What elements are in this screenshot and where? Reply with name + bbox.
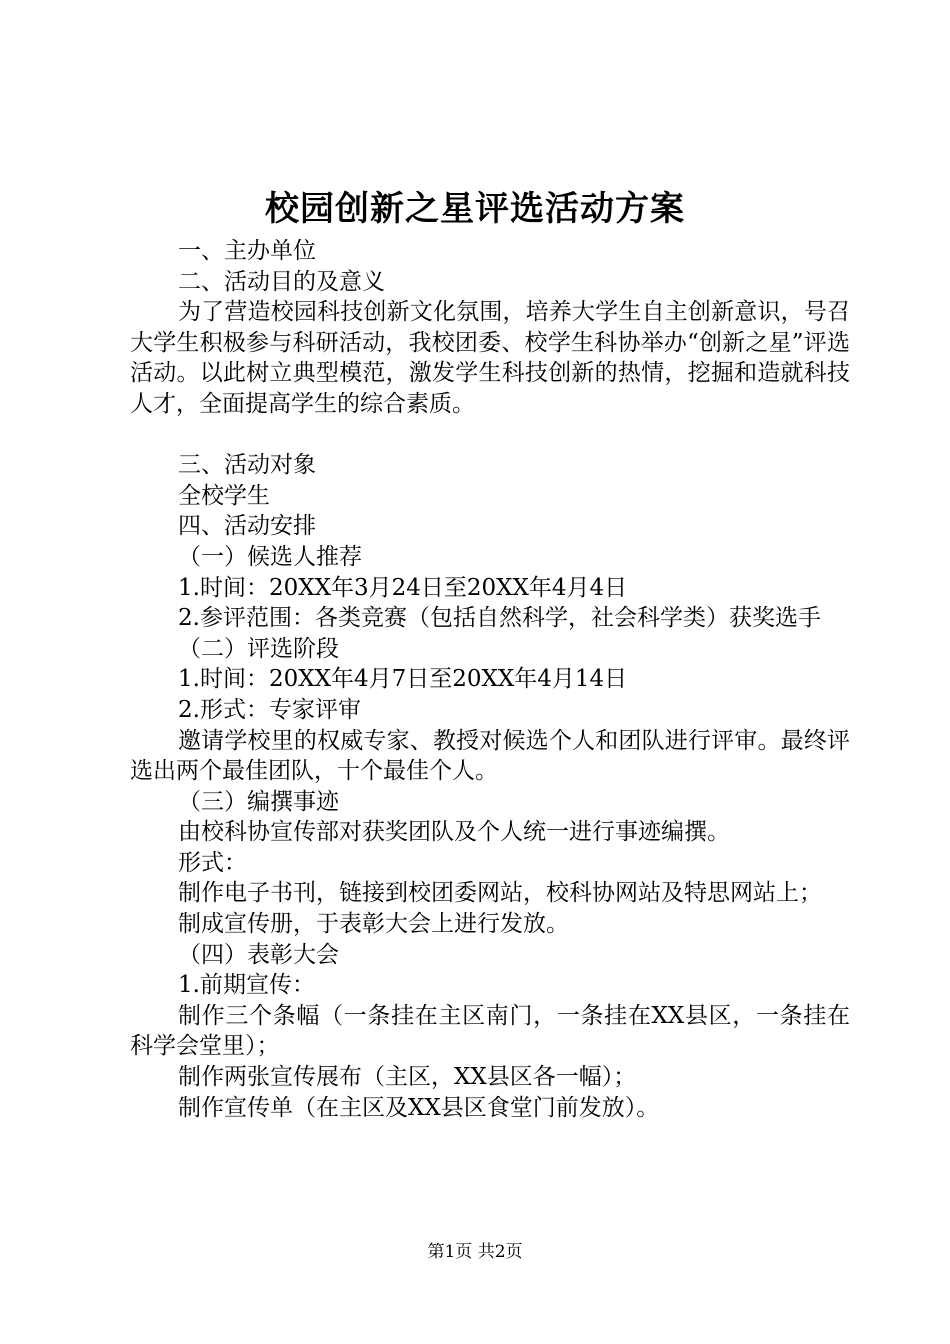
paragraph-purpose: 为了营造校园科技创新文化氛围，培养大学生自主创新意识，号召大学生积极参与科研活动，我校团委、校学生科协举办“创新之星”评选活动。以此树立典型模范，激发学生科技创新的热情，挖掘和造就科技人才，全面提高学生的综合素质。 (130, 299, 850, 417)
paragraph-ceremony-banners: 制作三个条幅（一条挂在主区南门，一条挂在XX县区，一条挂在科学会堂里）； (130, 1002, 850, 1060)
section-heading-schedule: 四、活动安排 (178, 513, 316, 540)
paragraph-nomination-time: 1.时间：20XX年3月24日至20XX年4月4日 (178, 574, 628, 601)
paragraph-ceremony-flyers: 制作宣传单（在主区及XX县区食堂门前发放）。 (178, 1094, 660, 1121)
paragraph-selection-form: 2.形式：专家评审 (178, 696, 361, 723)
section-heading-purpose: 二、活动目的及意义 (178, 268, 385, 295)
document-body (130, 236, 850, 1123)
section-heading-organizer: 一、主办单位 (178, 238, 316, 264)
paragraph-compile-form: 形式： (178, 849, 247, 876)
subheading-compile: （三）编撰事迹 (178, 788, 339, 815)
section-heading-participants: 三、活动对象 (178, 452, 316, 479)
paragraph-compile-ebook: 制作电子书刊，链接到校团委网站，校科协网站及特思网站上； (178, 880, 822, 907)
subheading-nomination: （一）候选人推荐 (178, 543, 362, 570)
document-title: 校园创新之星评选活动方案 (265, 189, 685, 229)
paragraph-ceremony-boards: 制作两张宣传展布（主区，XX县区各一幅）； (178, 1064, 637, 1091)
paragraph-selection-detail: 邀请学校里的权威专家、教授对候选个人和团队进行评审。最终评选出两个最佳团队，十个最佳个人。 (130, 727, 850, 785)
paragraph-compile: 由校科协宣传部对获奖团队及个人统一进行事迹编撰。 (178, 819, 730, 846)
paragraph-selection-time: 1.时间：20XX年4月7日至20XX年4月14日 (178, 666, 628, 693)
page-footer: 第1页 共2页 (427, 1242, 523, 1262)
blank-line (130, 420, 850, 451)
paragraph-nomination-scope: 2.参评范围：各类竞赛（包括自然科学，社会科学类）获奖选手 (178, 605, 821, 632)
subheading-ceremony: （四）表彰大会 (178, 941, 339, 968)
paragraph-participants: 全校学生 (178, 482, 270, 509)
paragraph-compile-booklet: 制成宣传册，于表彰大会上进行发放。 (178, 911, 569, 938)
subheading-selection: （二）评选阶段 (178, 635, 339, 662)
paragraph-ceremony-promo: 1.前期宣传： (178, 972, 315, 999)
